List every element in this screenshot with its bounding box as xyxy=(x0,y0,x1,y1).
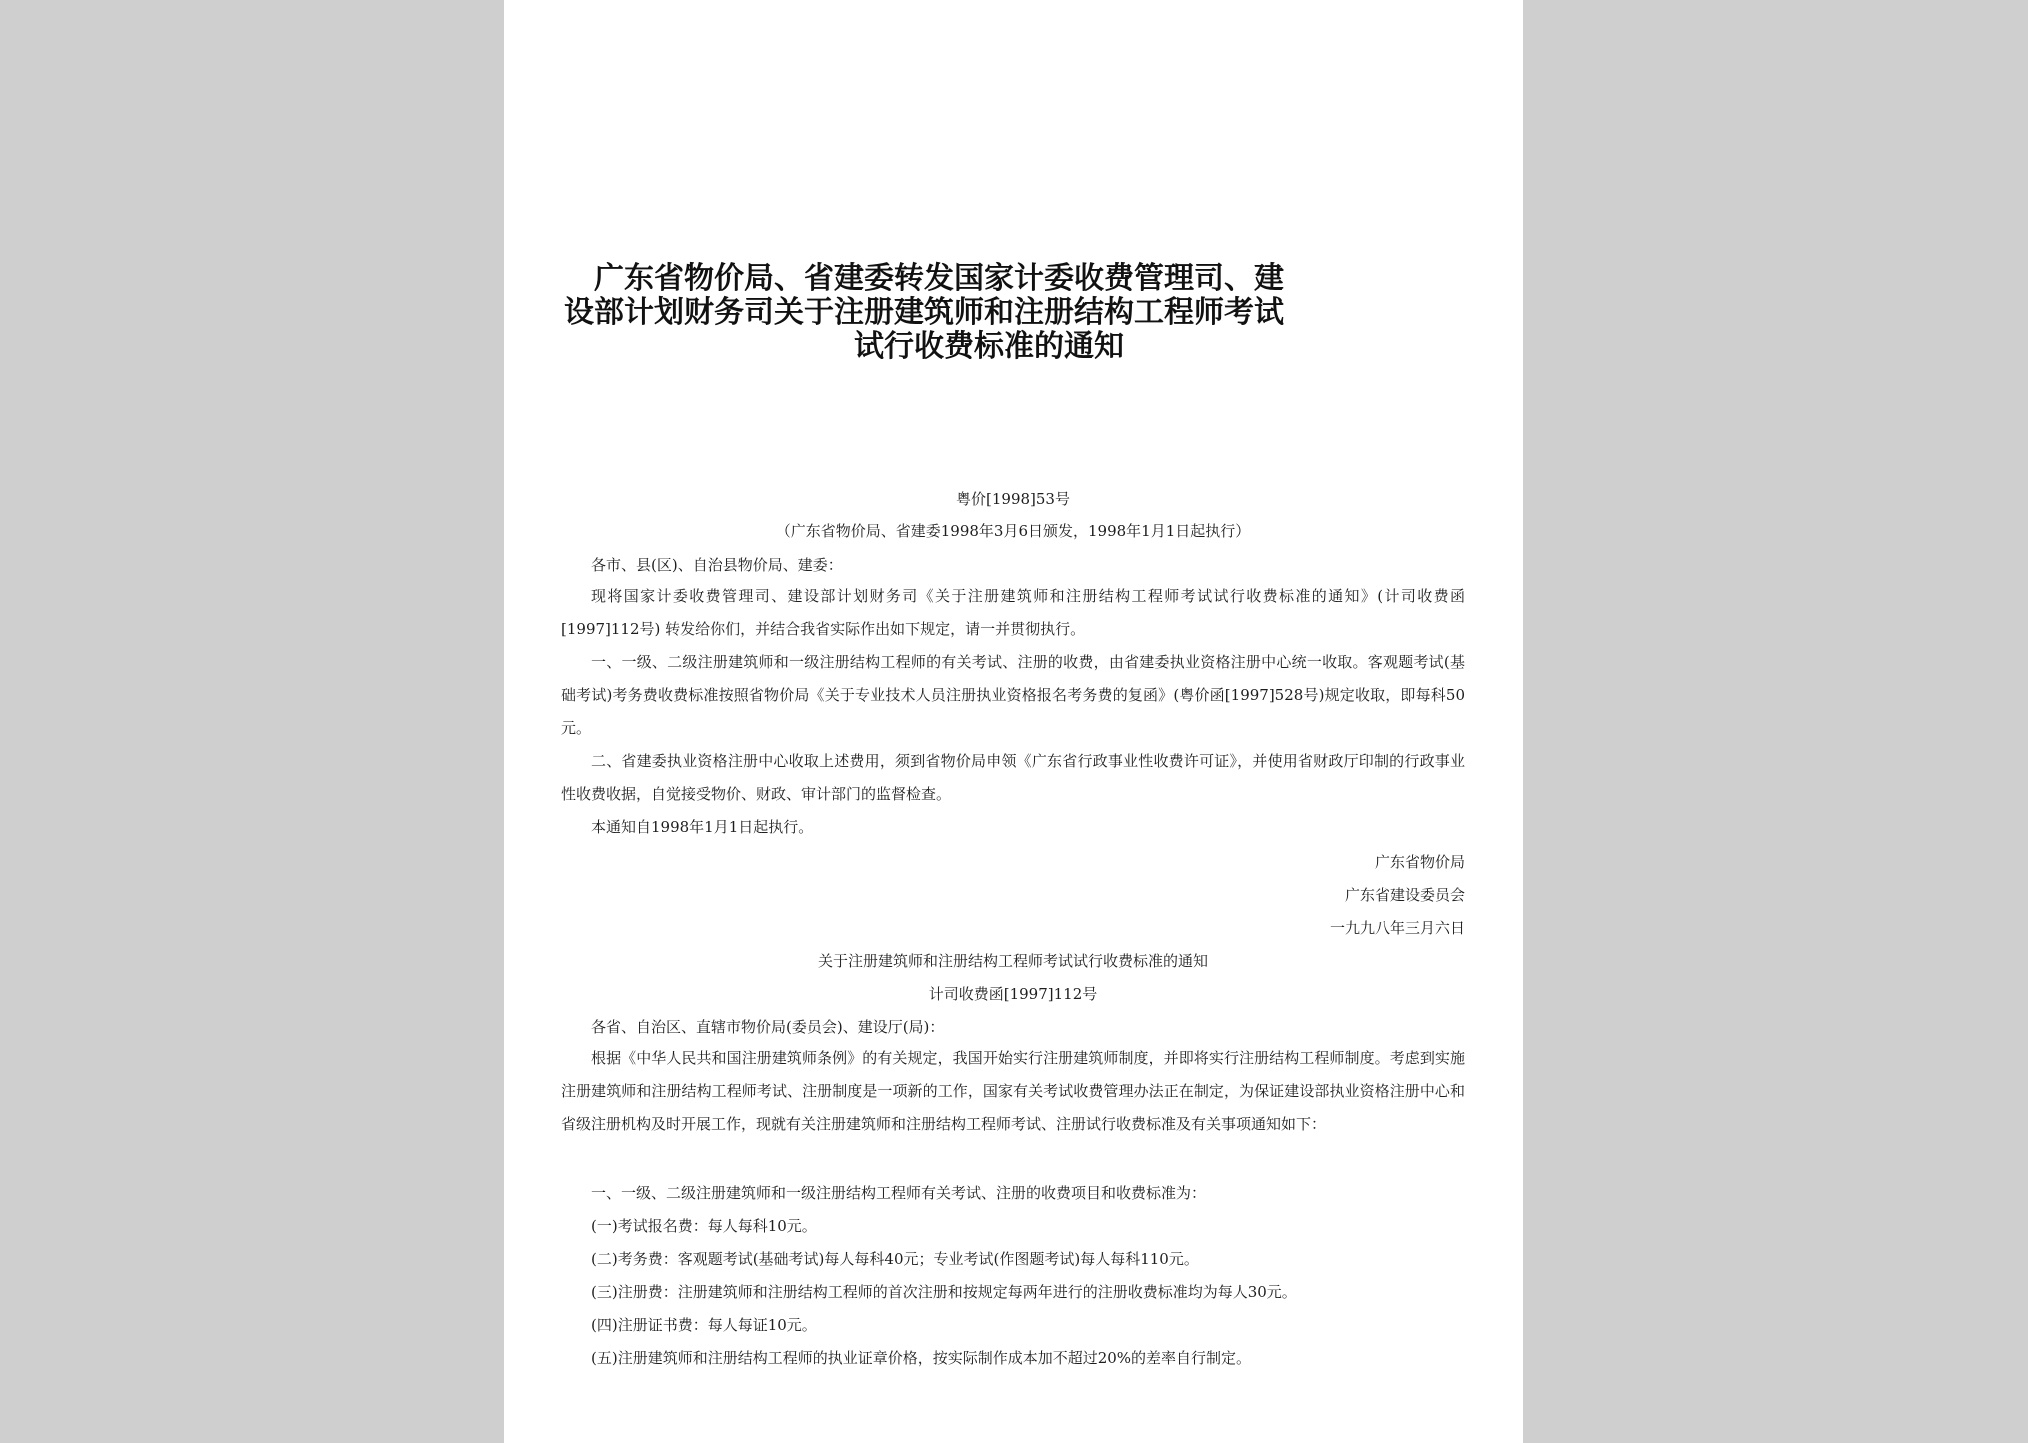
paragraph-3: 二、省建委执业资格注册中心收取上述费用，须到省物价局申领《广东省行政事业性收费许可证》，并使用省财政厅印制的行政事业性收费收据，自觉接受物价、财政、审计部门的监督检查。 xyxy=(561,752,1465,803)
salutation-text: 各市、县(区)、自治县物价局、建委： xyxy=(591,556,843,574)
sub-item-2 xyxy=(561,1248,1199,1269)
title-line-2: 设部计划财务司关于注册建筑师和注册结构工程师考试 xyxy=(564,295,1284,330)
sub-item-intro-text: 一、一级、二级注册建筑师和一级注册结构工程师有关考试、注册的收费项目和收费标准为： xyxy=(591,1184,1207,1202)
sub-item-3 xyxy=(561,1281,1297,1302)
title-line-3: 试行收费标准的通知 xyxy=(854,329,1124,364)
salutation xyxy=(561,554,843,575)
sub-item-2-text: (二)考务费：客观题考试(基础考试)每人每科40元；专业考试(作图题考试)每人每科110元。 xyxy=(591,1250,1199,1268)
sub-item-intro xyxy=(561,1182,1206,1203)
sub-item-4-text: (四)注册证书费：每人每证10元。 xyxy=(591,1316,817,1334)
document-title xyxy=(564,262,1444,364)
signatory-1: 广东省物价局 xyxy=(1374,853,1465,871)
sub-number: 计司收费函[1997]112号 xyxy=(928,985,1098,1003)
issue-note: （广东省物价局、省建委1998年3月6日颁发，1998年1月1日起执行） xyxy=(775,522,1251,540)
title-line-1: 广东省物价局、省建委转发国家计委收费管理司、建 xyxy=(594,261,1284,296)
sub-title: 关于注册建筑师和注册结构工程师考试试行收费标准的通知 xyxy=(817,952,1208,970)
paragraph-2: 一、一级、二级注册建筑师和一级注册结构工程师的有关考试、注册的收费，由省建委执业资格注册中心统一收取。客观题考试(基础考试)考务费收费标准按照省物价局《关于专业技术人员注册执业资格报名考务费的复函》(粤价函[1997]528号)规定收取，即每科50元。 xyxy=(561,653,1465,737)
sub-item-1-text: (一)考试报名费：每人每科10元。 xyxy=(591,1217,817,1235)
paragraph-4: 本通知自1998年1月1日起执行。 xyxy=(591,818,814,836)
sub-salutation-text: 各省、自治区、直辖市物价局(委员会)、建设厅(局)： xyxy=(591,1018,945,1036)
doc-number: 粤价[1998]53号 xyxy=(956,490,1070,508)
sub-item-1 xyxy=(561,1215,817,1236)
sign-date: 一九九八年三月六日 xyxy=(1329,919,1465,937)
paragraph-1: 现将国家计委收费管理司、建设部计划财务司《关于注册建筑师和注册结构工程师考试试行收费标准的通知》(计司收费函[1997]112号) 转发给你们，并结合我省实际作出如下规定，请一并贯彻执行。 xyxy=(561,587,1465,638)
sub-item-3-text: (三)注册费：注册建筑师和注册结构工程师的首次注册和按规定每两年进行的注册收费标准均为每人30元。 xyxy=(591,1283,1297,1301)
sub-salutation xyxy=(561,1016,944,1037)
signatory-2: 广东省建设委员会 xyxy=(1344,886,1465,904)
sub-item-5 xyxy=(561,1347,1251,1368)
document-page xyxy=(504,0,1523,1443)
sub-paragraph-1: 根据《中华人民共和国注册建筑师条例》的有关规定，我国开始实行注册建筑师制度，并即将实行注册结构工程师制度。考虑到实施注册建筑师和注册结构工程师考试、注册制度是一项新的工作，国家有关考试收费管理办法正在制定，为保证建设部执业资格注册中心和省级注册机构及时开展工作，现就有关注册建筑师和注册结构工程师考试、注册试行收费标准及有关事项通知如下： xyxy=(561,1049,1465,1133)
sub-item-5-text: (五)注册建筑师和注册结构工程师的执业证章价格，按实际制作成本加不超过20%的差率自行制定。 xyxy=(591,1349,1252,1367)
sub-item-4 xyxy=(561,1314,817,1335)
